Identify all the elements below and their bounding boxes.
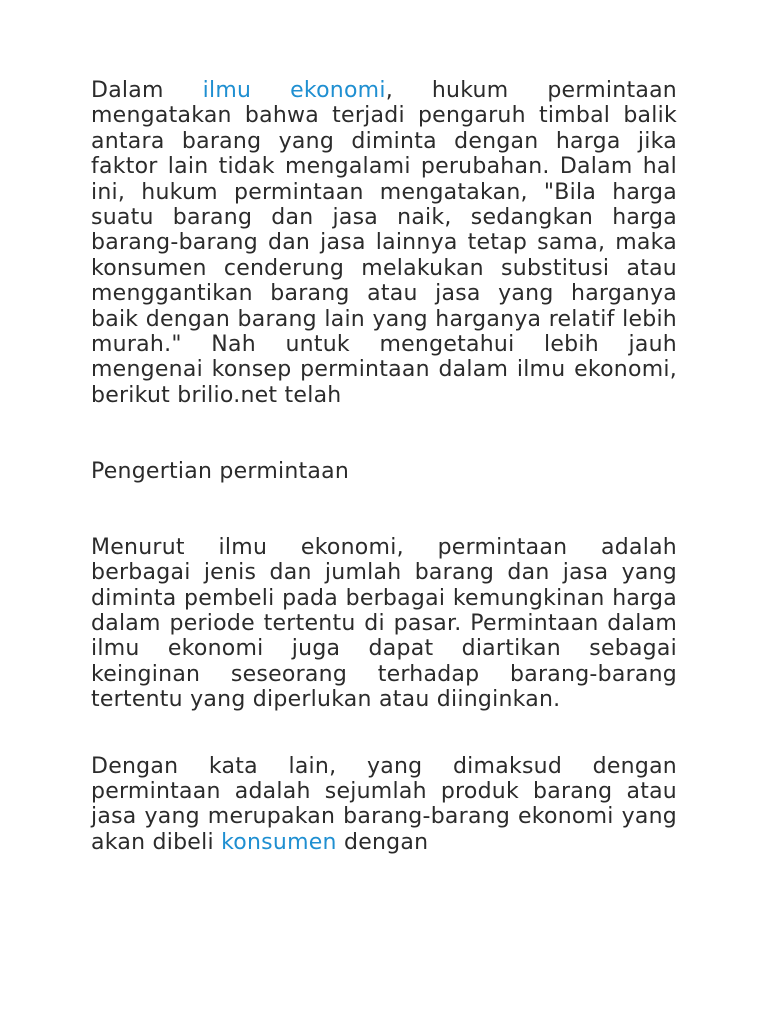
paragraph-other-words-text-start: Dengan kata lain, yang dimaksud dengan permintaan adalah sejumlah produk barang atau jasa yang merupakan barang-barang ekonomi yang akan dibeli	[91, 753, 677, 855]
document-body	[91, 78, 677, 855]
link-konsumen[interactable]: konsumen	[221, 829, 337, 855]
paragraph-intro-text-start: Dalam	[91, 78, 203, 103]
paragraph-definition: Menurut ilmu ekonomi, permintaan adalah berbagai jenis dan jumlah barang dan jasa yang diminta pembeli pada berbagai kemungkinan harga dalam periode tertentu di pasar. Permintaan dalam ilmu ekonomi juga dapat diartikan sebagai keinginan seseorang terhadap barang-barang tertentu yang diperlukan atau diinginkan.	[91, 534, 677, 713]
paragraph-intro-text-end: , hukum permintaan mengatakan bahwa terjadi pengaruh timbal balik antara barang yang diminta dengan harga jika faktor lain tidak mengalami perubahan. Dalam hal ini, hukum permintaan mengatakan, "Bila harga suatu barang dan jasa naik, sedangkan harga barang-barang dan jasa lainnya tetap sama, maka konsumen cenderung melakukan substitusi atau menggantikan barang atau jasa yang harganya baik dengan barang lain yang harganya relatif lebih murah." Nah untuk mengetahui lebih jauh mengenai konsep permintaan dalam ilmu ekonomi, berikut brilio.net telah	[91, 78, 677, 408]
paragraph-other-words-text-end: dengan	[336, 829, 429, 855]
paragraph-other-words	[91, 754, 677, 856]
section-heading: Pengertian permintaan	[91, 459, 350, 485]
paragraph-intro	[91, 78, 677, 408]
link-ilmu-ekonomi[interactable]: ilmu ekonomi	[202, 78, 386, 103]
